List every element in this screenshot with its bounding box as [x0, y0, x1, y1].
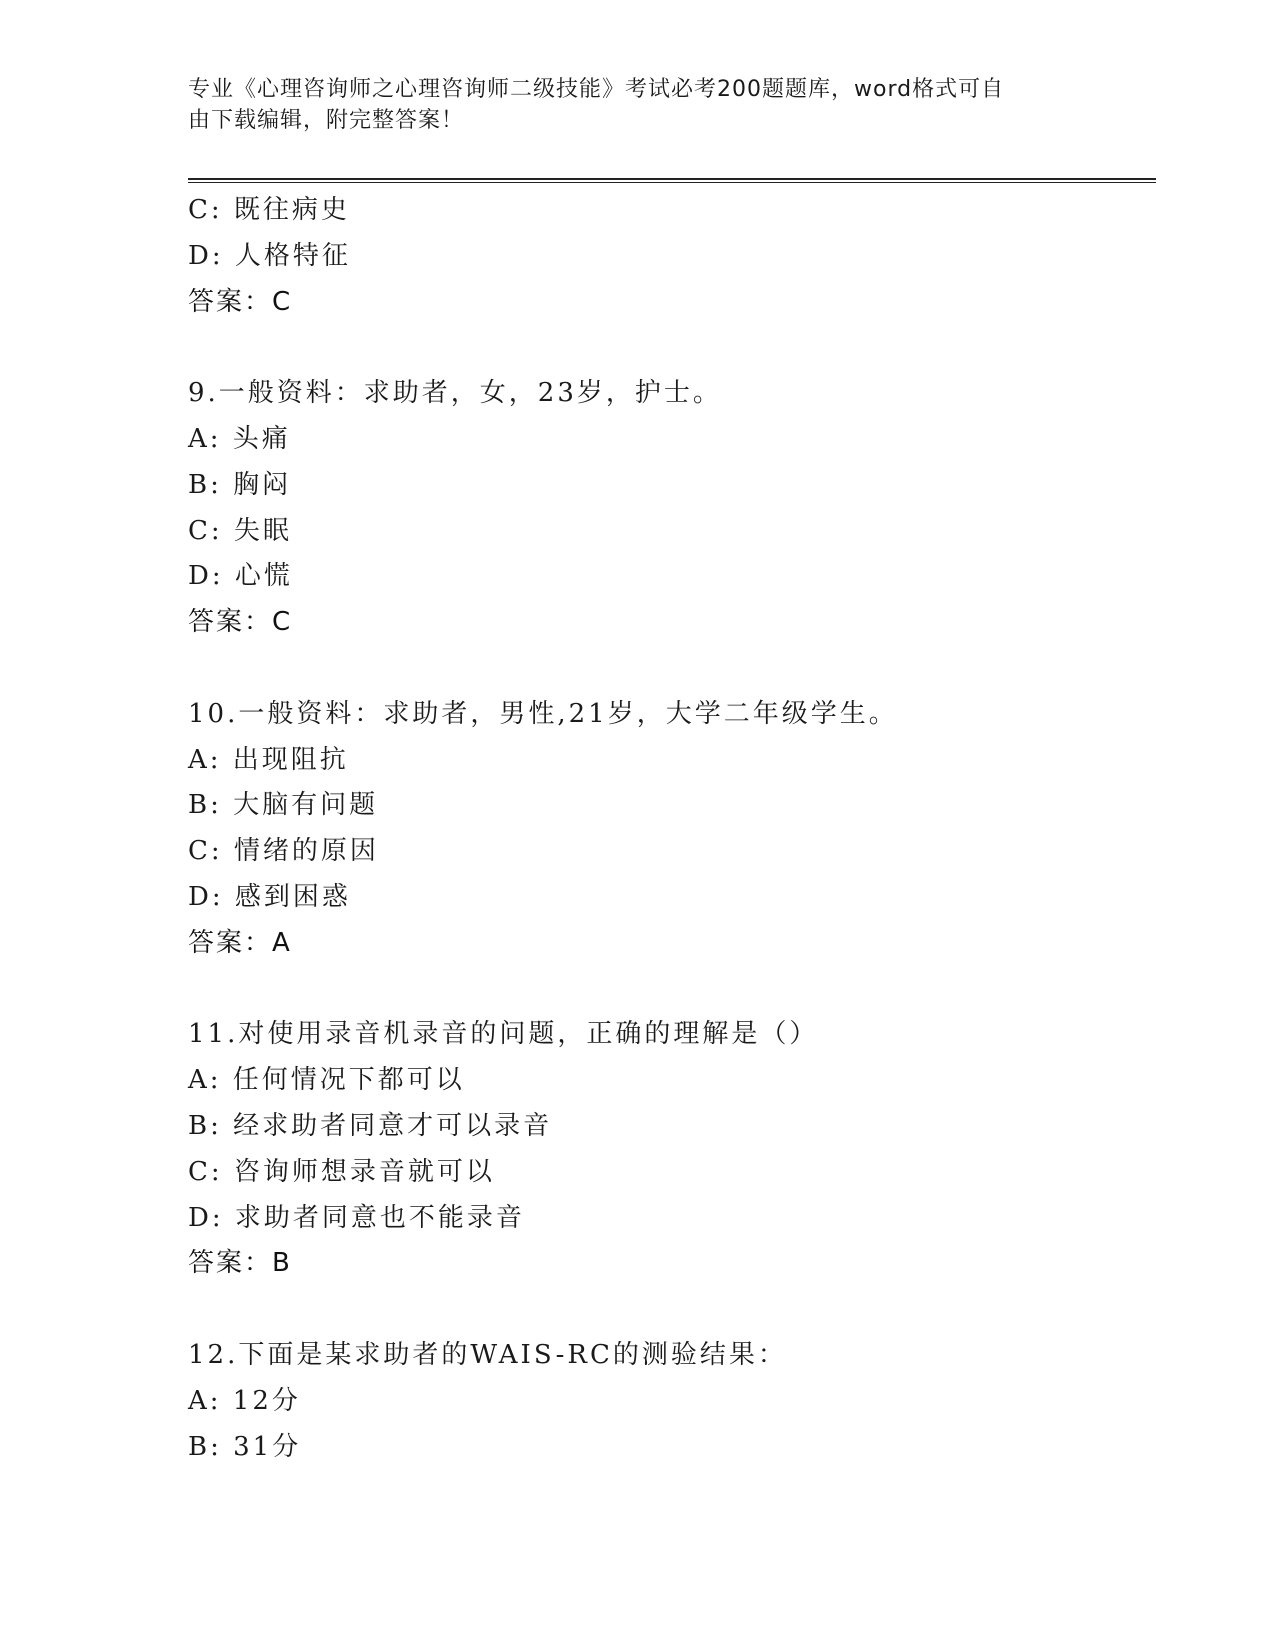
option-d: D: 感到困惑	[188, 881, 351, 912]
option-c: C: 情绪的原因	[188, 836, 379, 867]
question-text: 9.一般资料：求助者，女，23岁，护士。	[188, 378, 722, 409]
option-a: A: 头痛	[188, 423, 291, 454]
header-divider	[188, 178, 1156, 183]
answer-line: 答案：B	[188, 1248, 292, 1279]
option-b: B: 胸闷	[188, 469, 292, 500]
question-10	[188, 692, 1156, 967]
option-a: A: 任何情况下都可以	[188, 1065, 465, 1096]
option-c: C: 失眠	[188, 515, 292, 546]
option-d: D: 人格特征	[188, 240, 351, 271]
answer-line: 答案：A	[188, 927, 292, 958]
option-a: A: 出现阻抗	[188, 744, 349, 775]
question-text: 12.下面是某求助者的WAIS-RC的测验结果：	[188, 1339, 787, 1370]
spacer	[188, 967, 1156, 1013]
question-9	[188, 371, 1156, 646]
question-12	[188, 1333, 1156, 1470]
option-d: D: 求助者同意也不能录音	[188, 1202, 525, 1233]
answer-line: 答案：C	[188, 607, 293, 638]
option-a: A: 12分	[188, 1385, 301, 1416]
spacer	[188, 325, 1156, 371]
answer-line: 答案：C	[188, 286, 293, 317]
option-b: B: 大脑有问题	[188, 790, 379, 821]
document-header	[188, 74, 1068, 136]
option-b: B: 31分	[188, 1431, 302, 1462]
question-text: 10.一般资料：求助者，男性,21岁，大学二年级学生。	[188, 698, 898, 729]
header-title-line-2: 由下载编辑，附完整答案！	[188, 108, 465, 133]
option-c: C: 既往病史	[188, 195, 350, 225]
option-b: B: 经求助者同意才可以录音	[188, 1110, 553, 1141]
question-list	[188, 188, 1156, 1470]
option-d: D: 心慌	[188, 561, 293, 592]
spacer	[188, 646, 1156, 692]
header-title-line-1: 专业《心理咨询师之心理咨询师二级技能》考试必考200题题库，word格式可自	[188, 77, 1005, 102]
question-8-tail	[188, 188, 1156, 325]
spacer	[188, 1287, 1156, 1333]
option-c: C: 咨询师想录音就可以	[188, 1156, 495, 1187]
question-text: 11.对使用录音机录音的问题，正确的理解是（）	[188, 1019, 819, 1050]
question-11	[188, 1012, 1156, 1287]
